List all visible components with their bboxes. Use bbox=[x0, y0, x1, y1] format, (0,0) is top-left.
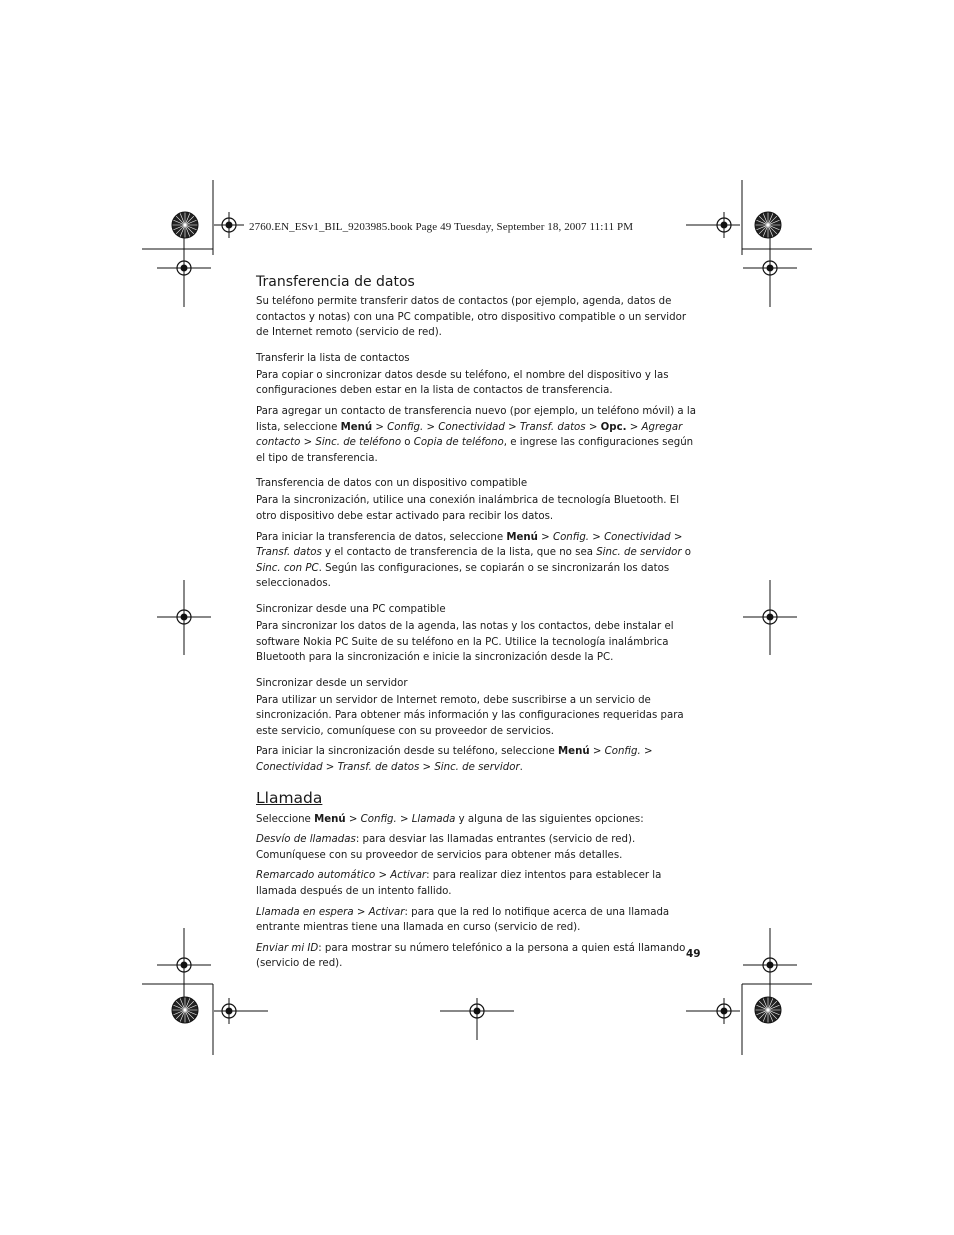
option-call-divert bbox=[256, 832, 700, 863]
subsection-title-compatible-device: Transferencia de datos con un dispositivo compatible bbox=[256, 478, 528, 490]
menu-path-item: Sinc. de servidor bbox=[596, 547, 682, 559]
text-run: > bbox=[322, 762, 338, 774]
text-run: > bbox=[372, 421, 388, 433]
menu-key: Menú bbox=[558, 746, 590, 758]
menu-path-item: Enviar mi ID bbox=[256, 942, 319, 954]
chapter-title: Llamada bbox=[256, 788, 323, 807]
text-run: > bbox=[504, 421, 520, 433]
menu-path-item: Remarcado automático bbox=[256, 870, 376, 882]
option-auto-redial bbox=[256, 868, 700, 899]
text-run: > bbox=[353, 906, 369, 918]
menu-path-item: Desvío de llamadas bbox=[256, 834, 356, 846]
menu-path-item: Agregar contacto bbox=[256, 421, 683, 449]
page-number: 49 bbox=[686, 948, 701, 960]
text-run: o bbox=[681, 547, 692, 559]
menu-path-item: Llamada en espera bbox=[256, 906, 354, 918]
paragraph bbox=[256, 744, 700, 775]
text-run: > bbox=[626, 421, 642, 433]
menu-path-item: Sinc. de servidor bbox=[434, 762, 520, 774]
text-run: > bbox=[419, 762, 435, 774]
text-run: . Según las configuraciones, se copiarán o se sincronizarán los datos seleccionados. bbox=[256, 562, 670, 590]
menu-path-item: Transf. datos bbox=[256, 547, 322, 559]
text-run: : para que la red lo notifique acerca de una llamada entrante mientras tiene una llamada en curso (servicio de red). bbox=[256, 906, 670, 934]
menu-path-item: Conectividad bbox=[604, 531, 671, 543]
text-run: o bbox=[401, 437, 414, 449]
paragraph: Para copiar o sincronizar datos desde su teléfono, el nombre del dispositivo y las configuraciones deben estar en la lista de contactos de transferencia. bbox=[256, 369, 669, 397]
text-run: > bbox=[589, 531, 605, 543]
chapter-intro bbox=[256, 812, 700, 828]
menu-path-item: Transf. de datos bbox=[337, 762, 420, 774]
text-run: y alguna de las siguientes opciones: bbox=[455, 813, 644, 825]
text-run: Para iniciar la transferencia de datos, seleccione bbox=[256, 531, 507, 543]
text-run: Para agregar un contacto de transferencia nuevo (por ejemplo, un teléfono móvil) a la lista, seleccione bbox=[256, 405, 696, 433]
menu-path-item: Activar bbox=[368, 906, 405, 918]
menu-path-item: Config. bbox=[360, 813, 397, 825]
text-run: Para iniciar la sincronización desde su teléfono, seleccione bbox=[256, 746, 559, 758]
paragraph: Para sincronizar los datos de la agenda, las notas y los contactos, debe instalar el software Nokia PC Suite de su teléfono en la PC. Utilice la tecnología inalámbrica Bluetooth para la sincronización e inicie la sincronización desde la PC. bbox=[256, 620, 674, 664]
text-run: Seleccione bbox=[256, 813, 315, 825]
menu-path-item: Config. bbox=[604, 746, 641, 758]
text-run: > bbox=[585, 421, 601, 433]
section-intro: Su teléfono permite transferir datos de contactos (por ejemplo, agenda, datos de contactos y notas) con una PC compatible, otro dispositivo compatible o un servidor de Internet remoto (servicio de red). bbox=[256, 296, 687, 339]
text-run: > bbox=[670, 531, 683, 543]
menu-path-item: Activar bbox=[390, 870, 427, 882]
text-run: > bbox=[375, 870, 391, 882]
text-run: > bbox=[396, 813, 412, 825]
subsection-title-contact-list: Transferir la lista de contactos bbox=[256, 352, 410, 364]
paragraph: Para utilizar un servidor de Internet remoto, debe suscribirse a un servicio de sincronización. Para obtener más información y las configuraciones requeridas para este servicio, comuníquese con su proveedor de servicios. bbox=[256, 694, 684, 737]
menu-path-item: Copia de teléfono bbox=[413, 437, 504, 449]
text-run: > bbox=[589, 746, 605, 758]
menu-path-item: Sinc. de teléfono bbox=[315, 437, 402, 449]
menu-key: Menú bbox=[340, 421, 373, 433]
section-title: Transferencia de datos bbox=[256, 274, 415, 290]
text-run: : para realizar diez intentos para establecer la llamada después de un intento fallido. bbox=[256, 870, 662, 898]
paragraph bbox=[256, 530, 700, 592]
text-run: > bbox=[345, 813, 361, 825]
option-call-waiting bbox=[256, 905, 700, 936]
text-run: . bbox=[519, 762, 523, 774]
subsection-title-server-sync: Sincronizar desde un servidor bbox=[256, 677, 408, 689]
text-run: > bbox=[423, 421, 439, 433]
menu-path-item: Sinc. con PC bbox=[256, 562, 319, 574]
paragraph bbox=[256, 404, 700, 466]
text-run: : para desviar las llamadas entrantes (servicio de red). Comuníquese con su proveedor de servicios para obtener más detalles. bbox=[256, 834, 636, 861]
menu-path-item: Transf. datos bbox=[519, 421, 586, 433]
text-run: y el contacto de transferencia de la lista, que no sea bbox=[321, 547, 597, 559]
text-run: > bbox=[640, 746, 653, 758]
page-content bbox=[256, 272, 700, 977]
text-run: > bbox=[300, 437, 316, 449]
menu-path-item: Config. bbox=[387, 421, 424, 433]
menu-key: Opc. bbox=[600, 421, 627, 433]
text-run: > bbox=[537, 531, 553, 543]
menu-path-item: Llamada bbox=[411, 813, 456, 825]
text-run: , e ingrese las configuraciones según el tipo de transferencia. bbox=[256, 437, 694, 464]
text-run: : para mostrar su número telefónico a la persona a quien está llamando (servicio de red). bbox=[256, 942, 686, 970]
menu-key: Menú bbox=[314, 813, 346, 825]
subsection-title-pc-sync: Sincronizar desde una PC compatible bbox=[256, 603, 446, 615]
menu-path-item: Conectividad bbox=[438, 421, 505, 433]
menu-path-item: Config. bbox=[552, 531, 590, 543]
paragraph: Para la sincronización, utilice una conexión inalámbrica de tecnología Bluetooth. El otro dispositivo debe estar activado para recibir los datos. bbox=[256, 495, 680, 522]
option-send-my-id bbox=[256, 941, 700, 972]
menu-key: Menú bbox=[506, 531, 538, 543]
print-header: 2760.EN_ESv1_BIL_9203985.book Page 49 Tuesday, September 18, 2007 11:11 PM bbox=[249, 221, 634, 233]
menu-path-item: Conectividad bbox=[256, 762, 323, 774]
